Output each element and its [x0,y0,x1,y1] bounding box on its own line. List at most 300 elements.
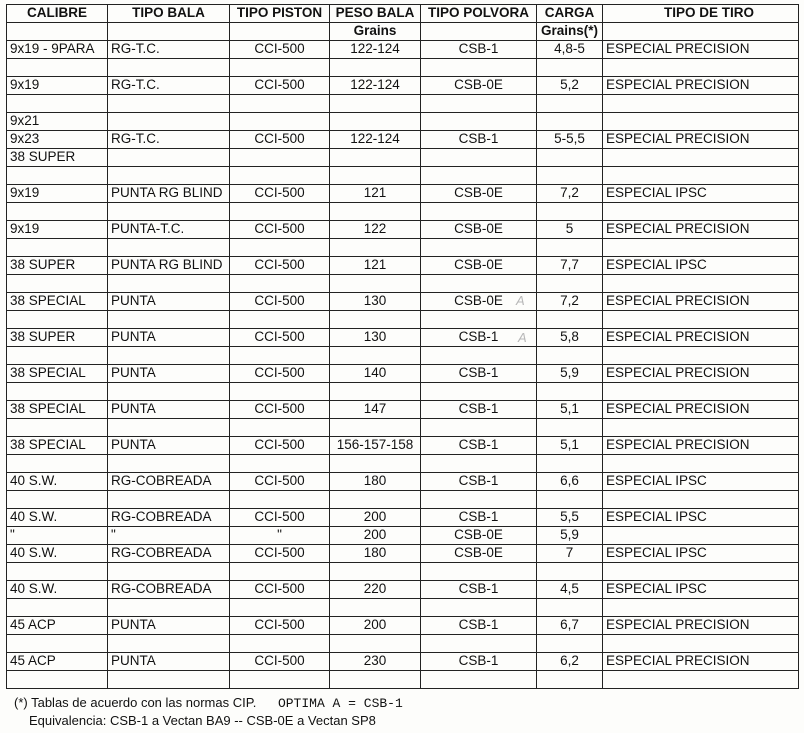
cell-tiro: ESPECIAL PRECISION [603,401,799,419]
cell-peso [330,563,421,581]
cell-polvora: CSB-0E [421,77,537,95]
cell-polvora [421,635,537,653]
cell-polvora [421,239,537,257]
cell-carga: 4,5 [537,581,603,599]
table-row [7,509,799,527]
cell-tiro: ESPECIAL IPSC [603,473,799,491]
cell-polvora [421,671,537,689]
header-tipo-bala: TIPO BALA [108,5,230,23]
cell-carga [537,491,603,509]
cell-carga [537,563,603,581]
cell-calibre [7,671,108,689]
cell-calibre [7,419,108,437]
cell-carga [537,347,603,365]
cell-bala: PUNTA RG BLIND [108,257,230,275]
cell-peso [330,113,421,131]
cell-bala [108,419,230,437]
table-row [7,419,799,437]
cell-bala: PUNTA [108,437,230,455]
cell-piston: CCI-500 [230,185,330,203]
header-calibre: CALIBRE [7,5,108,23]
cell-polvora [421,419,537,437]
cell-carga [537,383,603,401]
cell-peso [330,149,421,167]
cell-calibre [7,239,108,257]
cell-polvora [421,563,537,581]
cell-peso [330,275,421,293]
cell-tiro [603,383,799,401]
cell-calibre [7,59,108,77]
cell-calibre: 9x21 [7,113,108,131]
cell-piston: " [230,527,330,545]
cell-tiro: ESPECIAL IPSC [603,257,799,275]
reload-data-table [6,4,799,689]
footer-line-1 [14,694,403,712]
table-row [7,239,799,257]
cell-peso [330,635,421,653]
cell-piston: CCI-500 [230,653,330,671]
cell-calibre: 45 ACP [7,653,108,671]
cell-polvora: CSB-0E [421,527,537,545]
header-carga: CARGA [537,5,603,23]
cell-piston [230,203,330,221]
cell-polvora: CSB-1 [421,653,537,671]
cell-polvora: CSB-0E [421,257,537,275]
table-row [7,329,799,347]
cell-polvora: CSB-1 [421,581,537,599]
cell-polvora: CSB-1 [421,617,537,635]
cell-polvora [421,491,537,509]
cell-peso [330,455,421,473]
table-row [7,113,799,131]
cell-carga [537,671,603,689]
cell-peso [330,491,421,509]
cell-bala [108,203,230,221]
cell-piston [230,671,330,689]
cell-tiro: ESPECIAL PRECISION [603,41,799,59]
header-unit-empty [7,23,108,41]
cell-peso [330,239,421,257]
table-row [7,59,799,77]
cell-piston: CCI-500 [230,509,330,527]
cell-bala [108,347,230,365]
cell-bala: PUNTA [108,653,230,671]
table-row [7,545,799,563]
cell-calibre [7,203,108,221]
cell-bala [108,383,230,401]
cell-piston: CCI-500 [230,77,330,95]
table-row [7,95,799,113]
cell-peso: 220 [330,581,421,599]
cell-peso: 200 [330,617,421,635]
cell-carga: 7,2 [537,293,603,311]
cell-bala [108,563,230,581]
cell-tiro [603,311,799,329]
cell-bala [108,239,230,257]
cell-peso [330,671,421,689]
cell-peso: 180 [330,473,421,491]
cell-peso: 121 [330,185,421,203]
cell-polvora: CSB-1 [421,131,537,149]
cell-bala [108,275,230,293]
cell-carga: 6,6 [537,473,603,491]
table-row [7,221,799,239]
cell-carga: 7 [537,545,603,563]
cell-calibre: 38 SPECIAL [7,293,108,311]
header-unit-empty [603,23,799,41]
cell-bala: RG-COBREADA [108,581,230,599]
cell-peso: 122-124 [330,131,421,149]
cell-polvora: CSB-1 [421,509,537,527]
cell-tiro: ESPECIAL PRECISION [603,131,799,149]
cell-peso: 130 [330,293,421,311]
cell-peso: 200 [330,527,421,545]
cell-piston: CCI-500 [230,257,330,275]
cell-tiro [603,113,799,131]
cell-calibre: 9x19 [7,77,108,95]
cell-piston: CCI-500 [230,545,330,563]
cell-carga: 6,7 [537,617,603,635]
cell-tiro [603,635,799,653]
cell-tiro [603,149,799,167]
table-body [7,41,799,689]
cell-tiro [603,455,799,473]
cell-carga [537,149,603,167]
cell-polvora [421,455,537,473]
cell-calibre [7,635,108,653]
cell-bala: RG-T.C. [108,77,230,95]
cell-piston: CCI-500 [230,473,330,491]
cell-peso [330,383,421,401]
cell-calibre: 40 S.W. [7,509,108,527]
cell-peso [330,167,421,185]
cell-tiro: ESPECIAL PRECISION [603,617,799,635]
cell-peso: 180 [330,545,421,563]
cell-carga: 5,2 [537,77,603,95]
cell-peso: 140 [330,365,421,383]
cell-tiro [603,671,799,689]
table-row [7,581,799,599]
cell-bala [108,311,230,329]
cell-carga: 5 [537,221,603,239]
cell-peso: 230 [330,653,421,671]
cell-peso: 122-124 [330,77,421,95]
table-row [7,635,799,653]
cell-peso: 147 [330,401,421,419]
cell-peso: 122-124 [330,41,421,59]
cell-polvora: CSB-1 [421,41,537,59]
cell-peso [330,95,421,113]
cell-tiro: ESPECIAL PRECISION [603,365,799,383]
cell-piston [230,419,330,437]
cell-bala [108,149,230,167]
table-row [7,311,799,329]
cell-peso [330,203,421,221]
cell-tiro [603,167,799,185]
cell-carga [537,275,603,293]
cell-bala: PUNTA RG BLIND [108,185,230,203]
cell-piston: CCI-500 [230,221,330,239]
cell-calibre: 38 SPECIAL [7,437,108,455]
cell-polvora [421,383,537,401]
cell-peso: 156-157-158 [330,437,421,455]
cell-calibre: 38 SUPER [7,329,108,347]
cell-bala [108,167,230,185]
cell-polvora [421,95,537,113]
table-row [7,275,799,293]
cell-carga [537,239,603,257]
header-units-row [7,23,799,41]
table-row [7,653,799,671]
cell-piston [230,455,330,473]
cell-calibre: 38 SPECIAL [7,401,108,419]
table-row [7,167,799,185]
cell-piston [230,311,330,329]
cell-carga: 5,9 [537,527,603,545]
cell-piston: CCI-500 [230,365,330,383]
cell-calibre: 45 ACP [7,617,108,635]
cell-tiro [603,563,799,581]
reload-table-sheet [6,4,798,689]
cell-calibre [7,563,108,581]
cell-calibre [7,311,108,329]
cell-bala [108,95,230,113]
cell-carga: 5,9 [537,365,603,383]
cell-tiro: ESPECIAL IPSC [603,581,799,599]
cell-polvora: CSB-1 [421,473,537,491]
cell-piston [230,95,330,113]
cell-calibre [7,455,108,473]
header-tipo-piston: TIPO PISTON [230,5,330,23]
cell-piston [230,383,330,401]
cell-piston [230,599,330,617]
cell-carga: 5,5 [537,509,603,527]
cell-polvora [421,203,537,221]
cell-calibre [7,275,108,293]
cell-bala: PUNTA-T.C. [108,221,230,239]
header-tipo-tiro: TIPO DE TIRO [603,5,799,23]
footer-optima: OPTIMA A = CSB-1 [277,696,403,711]
cell-bala [108,113,230,131]
cell-piston [230,167,330,185]
cell-bala: PUNTA [108,617,230,635]
cell-carga: 5,1 [537,437,603,455]
cell-piston [230,635,330,653]
table-row [7,401,799,419]
cell-bala: PUNTA [108,329,230,347]
cell-bala: RG-T.C. [108,131,230,149]
cell-carga [537,599,603,617]
header-tipo-polvora: TIPO POLVORA [421,5,537,23]
cell-carga [537,311,603,329]
table-row [7,203,799,221]
cell-calibre: 9x23 [7,131,108,149]
cell-piston: CCI-500 [230,617,330,635]
cell-carga: 5,8 [537,329,603,347]
cell-tiro: ESPECIAL IPSC [603,509,799,527]
cell-carga [537,455,603,473]
table-row [7,437,799,455]
table-row [7,41,799,59]
cell-piston [230,239,330,257]
cell-calibre: 40 S.W. [7,473,108,491]
cell-carga: 5,1 [537,401,603,419]
cell-piston: CCI-500 [230,581,330,599]
cell-peso [330,59,421,77]
cell-bala [108,635,230,653]
cell-carga [537,203,603,221]
table-row [7,149,799,167]
cell-polvora [421,311,537,329]
cell-piston [230,491,330,509]
cell-bala [108,671,230,689]
cell-calibre: 9x19 [7,185,108,203]
cell-piston [230,275,330,293]
cell-piston: CCI-500 [230,41,330,59]
cell-calibre [7,599,108,617]
cell-calibre: 40 S.W. [7,581,108,599]
cell-bala: RG-COBREADA [108,509,230,527]
cell-bala [108,455,230,473]
cell-piston [230,113,330,131]
cell-polvora: CSB-1 [421,365,537,383]
table-row [7,563,799,581]
cell-bala: RG-COBREADA [108,545,230,563]
cell-tiro [603,203,799,221]
cell-calibre: 38 SUPER [7,257,108,275]
cell-carga: 7,2 [537,185,603,203]
cell-tiro [603,239,799,257]
cell-tiro [603,599,799,617]
cell-tiro [603,347,799,365]
cell-carga: 4,8-5 [537,41,603,59]
table-row [7,491,799,509]
cell-tiro [603,95,799,113]
cell-peso [330,419,421,437]
cell-peso: 200 [330,509,421,527]
table-row [7,293,799,311]
cell-polvora [421,599,537,617]
cell-calibre [7,491,108,509]
header-peso-bala: PESO BALA [330,5,421,23]
table-row [7,347,799,365]
cell-polvora: CSB-0E [421,221,537,239]
cell-tiro [603,491,799,509]
cell-bala: RG-T.C. [108,41,230,59]
handwritten-mark: A [516,293,525,308]
cell-carga [537,113,603,131]
cell-peso: 122 [330,221,421,239]
cell-tiro: ESPECIAL PRECISION [603,293,799,311]
cell-polvora [421,113,537,131]
cell-polvora: CSB-0E [421,545,537,563]
cell-peso [330,599,421,617]
cell-peso: 130 [330,329,421,347]
header-unit-empty [108,23,230,41]
cell-tiro: ESPECIAL IPSC [603,185,799,203]
cell-carga [537,59,603,77]
cell-polvora [421,149,537,167]
cell-carga: 5-5,5 [537,131,603,149]
cell-piston [230,347,330,365]
cell-polvora [421,275,537,293]
cell-calibre [7,95,108,113]
cell-polvora: CSB-0E [421,293,537,311]
cell-piston [230,59,330,77]
cell-carga [537,167,603,185]
cell-piston: CCI-500 [230,293,330,311]
cell-bala: PUNTA [108,293,230,311]
cell-piston: CCI-500 [230,329,330,347]
cell-calibre: 9x19 - 9PARA [7,41,108,59]
footer-cip-note: (*) Tablas de acuerdo con las normas CIP. [14,695,257,710]
cell-polvora [421,167,537,185]
cell-piston: CCI-500 [230,131,330,149]
cell-bala: PUNTA [108,365,230,383]
cell-peso [330,347,421,365]
cell-carga [537,95,603,113]
cell-polvora: CSB-1 [421,437,537,455]
cell-tiro: ESPECIAL PRECISION [603,653,799,671]
footer-equivalence: Equivalencia: CSB-1 a Vectan BA9 -- CSB-0E a Vectan SP8 [29,713,376,728]
cell-tiro [603,59,799,77]
header-row [7,5,799,23]
cell-calibre: " [7,527,108,545]
cell-tiro [603,527,799,545]
cell-calibre: 38 SUPER [7,149,108,167]
cell-polvora: CSB-1 [421,329,537,347]
table-row [7,455,799,473]
cell-bala: PUNTA [108,401,230,419]
cell-calibre [7,347,108,365]
cell-piston: CCI-500 [230,401,330,419]
cell-peso [330,311,421,329]
footer-notes [14,694,403,729]
cell-tiro [603,275,799,293]
table-row [7,527,799,545]
cell-bala: RG-COBREADA [108,473,230,491]
cell-calibre: 9x19 [7,221,108,239]
cell-tiro: ESPECIAL IPSC [603,545,799,563]
cell-carga [537,635,603,653]
header-peso-unit: Grains [330,23,421,41]
table-row [7,77,799,95]
cell-calibre: 40 S.W. [7,545,108,563]
cell-tiro [603,419,799,437]
cell-polvora [421,347,537,365]
table-row [7,383,799,401]
cell-calibre: 38 SPECIAL [7,365,108,383]
table-row [7,365,799,383]
table-row [7,131,799,149]
cell-tiro: ESPECIAL PRECISION [603,437,799,455]
cell-calibre [7,383,108,401]
table-row [7,671,799,689]
table-row [7,473,799,491]
handwritten-mark: A [518,330,527,345]
cell-bala [108,59,230,77]
cell-bala: " [108,527,230,545]
cell-piston [230,563,330,581]
cell-calibre [7,167,108,185]
cell-polvora [421,59,537,77]
table-row [7,257,799,275]
table-row [7,617,799,635]
header-carga-unit: Grains(*) [537,23,603,41]
cell-carga: 7,7 [537,257,603,275]
table-row [7,185,799,203]
cell-piston: CCI-500 [230,437,330,455]
